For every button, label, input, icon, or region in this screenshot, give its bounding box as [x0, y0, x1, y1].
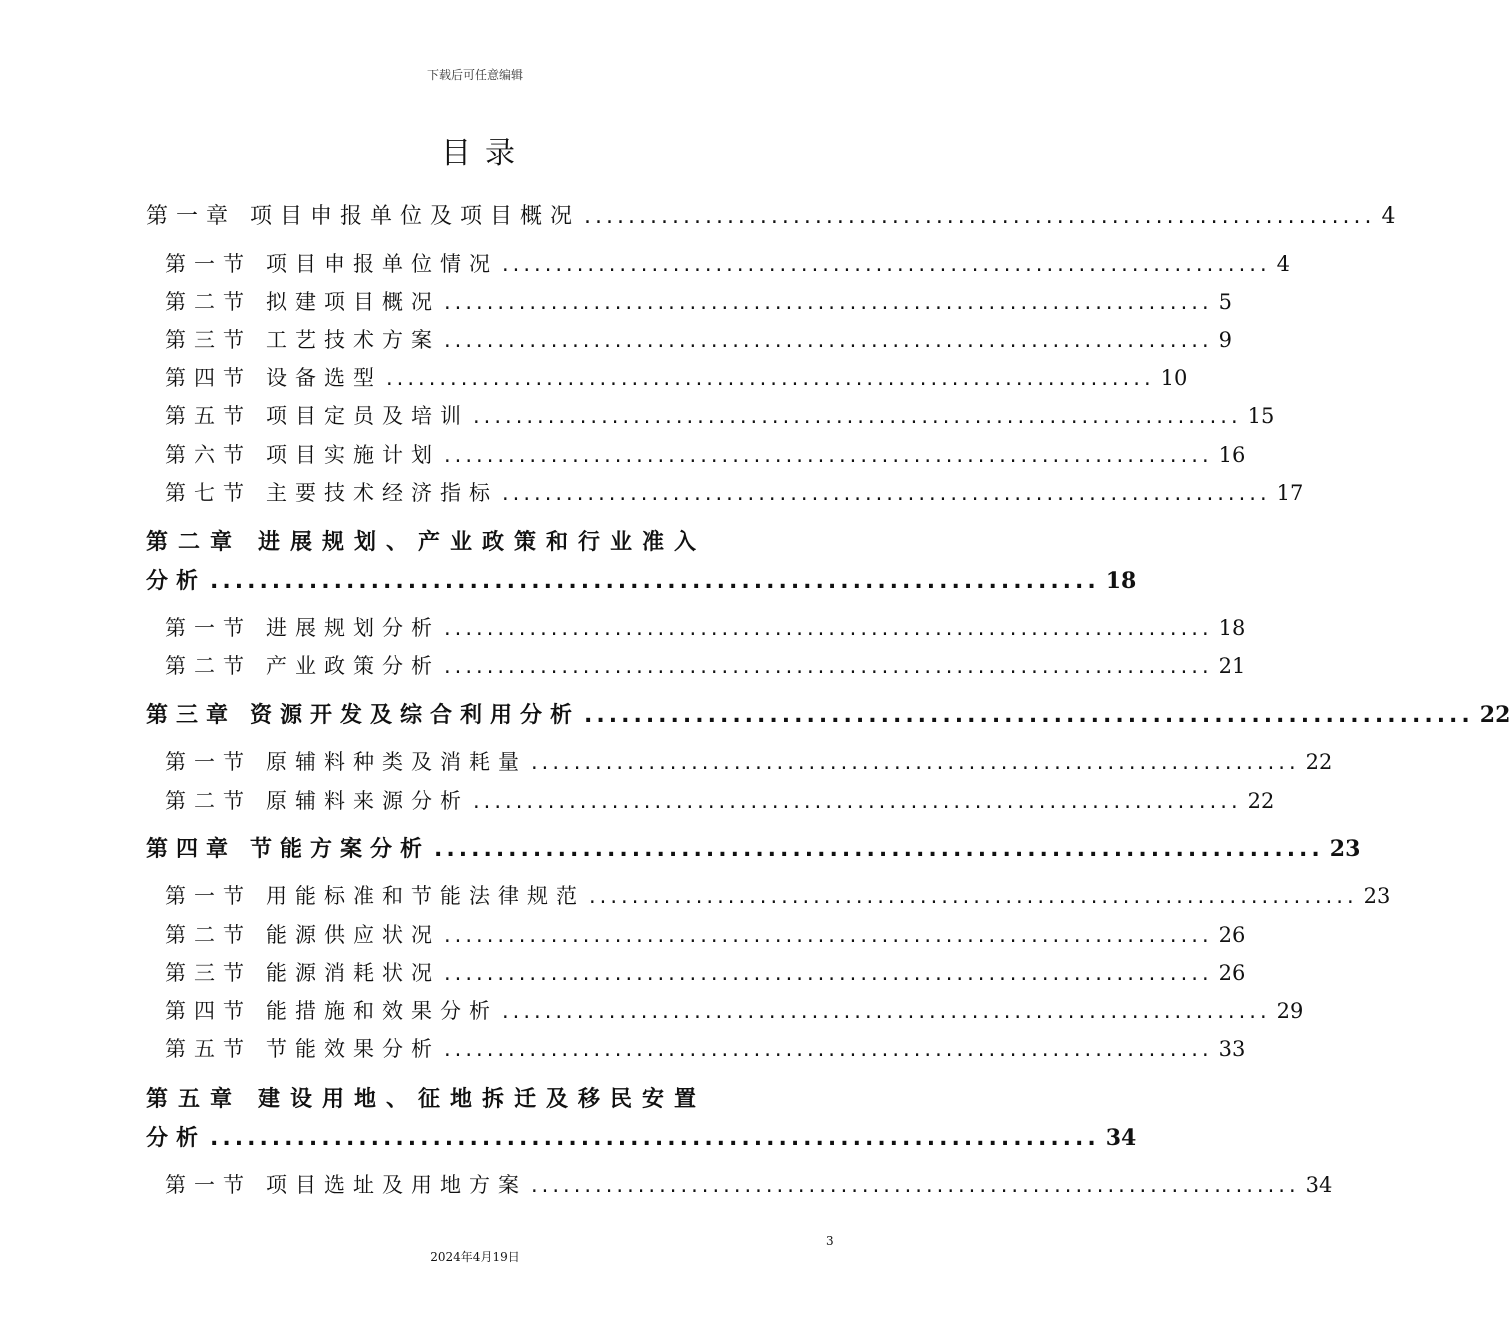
- entry-title: 设备选型: [266, 366, 382, 390]
- toc-section[interactable]: [165, 248, 1290, 278]
- entry-number: 第四章: [146, 837, 237, 862]
- dot-leader: ........................................................................: [473, 789, 1242, 813]
- dot-leader: ........................................................................: [531, 1173, 1300, 1197]
- entry-number: 第五节: [165, 1037, 252, 1061]
- toc-chapter-5-cont[interactable]: [146, 1121, 1137, 1152]
- toc-section[interactable]: [165, 785, 1275, 815]
- entry-page: 18: [1218, 616, 1246, 640]
- entry-number: 第一节: [165, 884, 252, 908]
- entry-title: 项目定员及培训: [266, 404, 469, 428]
- entry-page: 16: [1218, 443, 1246, 467]
- entry-title: 拟建项目概况: [266, 290, 440, 314]
- entry-page: 23: [1329, 836, 1361, 862]
- toc-section[interactable]: [165, 880, 1391, 910]
- toc-chapter-2-cont[interactable]: [146, 564, 1137, 595]
- page-header: 下载后可任意编辑: [426, 68, 523, 82]
- entry-page: 10: [1160, 366, 1188, 390]
- entry-number: 第二节: [165, 654, 252, 678]
- entry-number: 第一节: [165, 1173, 252, 1197]
- entry-title-cont: 分析: [146, 569, 207, 594]
- entry-number: 第二节: [165, 923, 252, 947]
- entry-title: 能措施和效果分析: [266, 999, 498, 1023]
- entry-number: 第三节: [165, 328, 252, 352]
- entry-page: 26: [1218, 961, 1246, 985]
- toc-section[interactable]: [165, 477, 1304, 507]
- entry-title: 工艺技术方案: [266, 328, 440, 352]
- entry-page: 26: [1218, 923, 1246, 947]
- entry-number: 第四节: [165, 999, 252, 1023]
- dot-leader: ........................................................................: [502, 999, 1271, 1023]
- toc-chapter-1[interactable]: [146, 199, 1396, 230]
- entry-page: 4: [1276, 252, 1290, 276]
- entry-title: 建设用地、征地拆迁及移民安置: [258, 1087, 707, 1112]
- entry-number: 第三章: [146, 703, 237, 728]
- toc-chapter-5[interactable]: [146, 1082, 826, 1113]
- entry-number: 第五章: [146, 1087, 243, 1112]
- dot-leader: ........................................................................: [444, 654, 1213, 678]
- entry-title: 主要技术经济指标: [266, 481, 498, 505]
- entry-page: 17: [1276, 481, 1304, 505]
- entry-number: 第四节: [165, 366, 252, 390]
- entry-number: 第一章: [146, 204, 237, 229]
- toc-chapter-2[interactable]: [146, 525, 826, 556]
- entry-number: 第六节: [165, 443, 252, 467]
- entry-page: 34: [1305, 1173, 1333, 1197]
- entry-page: 15: [1247, 404, 1275, 428]
- dot-leader: ........................................................................: [444, 616, 1213, 640]
- entry-page: 5: [1218, 290, 1232, 314]
- dot-leader: ........................................................................: [210, 569, 1100, 594]
- entry-title: 节能方案分析: [250, 837, 431, 862]
- entry-page: 22: [1305, 750, 1333, 774]
- entry-number: 第一节: [165, 616, 252, 640]
- entry-page: 9: [1218, 328, 1232, 352]
- dot-leader: ........................................................................: [434, 837, 1324, 862]
- entry-title: 用能标准和节能法律规范: [266, 884, 585, 908]
- dot-leader: ........................................................................: [444, 290, 1213, 314]
- dot-leader: ........................................................................: [473, 404, 1242, 428]
- entry-title: 进展规划、产业政策和行业准入: [258, 530, 707, 555]
- entry-title: 项目实施计划: [266, 443, 440, 467]
- dot-leader: ........................................................................: [444, 443, 1213, 467]
- entry-number: 第五节: [165, 404, 252, 428]
- entry-title: 能源消耗状况: [266, 961, 440, 985]
- entry-title: 原辅料种类及消耗量: [266, 750, 527, 774]
- entry-title: 项目申报单位情况: [266, 252, 498, 276]
- footer-date: 2024年4月19日: [430, 1250, 520, 1264]
- toc-section[interactable]: [165, 995, 1304, 1025]
- dot-leader: ........................................................................: [444, 1037, 1213, 1061]
- entry-title: 能源供应状况: [266, 923, 440, 947]
- entry-title-cont: 分析: [146, 1126, 207, 1151]
- toc-section[interactable]: [165, 957, 1246, 987]
- toc-section[interactable]: [165, 1033, 1246, 1063]
- toc-section[interactable]: [165, 919, 1246, 949]
- entry-title: 原辅料来源分析: [266, 789, 469, 813]
- entry-number: 第一节: [165, 252, 252, 276]
- toc-title: 目录: [441, 136, 529, 171]
- dot-leader: ........................................................................: [386, 366, 1155, 390]
- entry-number: 第七节: [165, 481, 252, 505]
- entry-number: 第一节: [165, 750, 252, 774]
- dot-leader: ........................................................................: [444, 961, 1213, 985]
- entry-page: 29: [1276, 999, 1304, 1023]
- dot-leader: ........................................................................: [210, 1126, 1100, 1151]
- toc-chapter-4[interactable]: [146, 832, 1361, 863]
- dot-leader: ........................................................................: [502, 252, 1271, 276]
- dot-leader: ........................................................................: [502, 481, 1271, 505]
- toc-section[interactable]: [165, 286, 1232, 316]
- dot-leader: ........................................................................: [584, 703, 1474, 728]
- toc-section[interactable]: [165, 324, 1232, 354]
- entry-page: 33: [1218, 1037, 1246, 1061]
- entry-page: 18: [1105, 568, 1137, 594]
- entry-page: 21: [1218, 654, 1246, 678]
- entry-page: 34: [1105, 1125, 1137, 1151]
- toc-section[interactable]: [165, 362, 1188, 392]
- toc-section[interactable]: [165, 612, 1246, 642]
- entry-title: 资源开发及综合利用分析: [250, 703, 581, 728]
- entry-title: 产业政策分析: [266, 654, 440, 678]
- entry-number: 第二节: [165, 789, 252, 813]
- entry-title: 节能效果分析: [266, 1037, 440, 1061]
- entry-number: 第三节: [165, 961, 252, 985]
- entry-number: 第二节: [165, 290, 252, 314]
- entry-title: 项目申报单位及项目概况: [250, 204, 581, 229]
- dot-leader: ........................................................................: [531, 750, 1300, 774]
- toc-section[interactable]: [165, 650, 1246, 680]
- page-number: 3: [826, 1234, 834, 1248]
- toc-section[interactable]: [165, 746, 1333, 776]
- toc-section[interactable]: [165, 439, 1246, 469]
- dot-leader: ........................................................................: [584, 204, 1376, 229]
- entry-number: 第二章: [146, 530, 243, 555]
- toc-section[interactable]: [165, 400, 1275, 430]
- entry-page: 4: [1381, 204, 1396, 229]
- dot-leader: ........................................................................: [589, 884, 1358, 908]
- entry-title: 进展规划分析: [266, 616, 440, 640]
- entry-page: 23: [1363, 884, 1391, 908]
- dot-leader: ........................................................................: [444, 328, 1213, 352]
- entry-page: 22: [1479, 702, 1510, 728]
- toc-chapter-3[interactable]: [146, 698, 1510, 729]
- dot-leader: ........................................................................: [444, 923, 1213, 947]
- entry-page: 22: [1247, 789, 1275, 813]
- toc-section[interactable]: [165, 1169, 1333, 1199]
- entry-title: 项目选址及用地方案: [266, 1173, 527, 1197]
